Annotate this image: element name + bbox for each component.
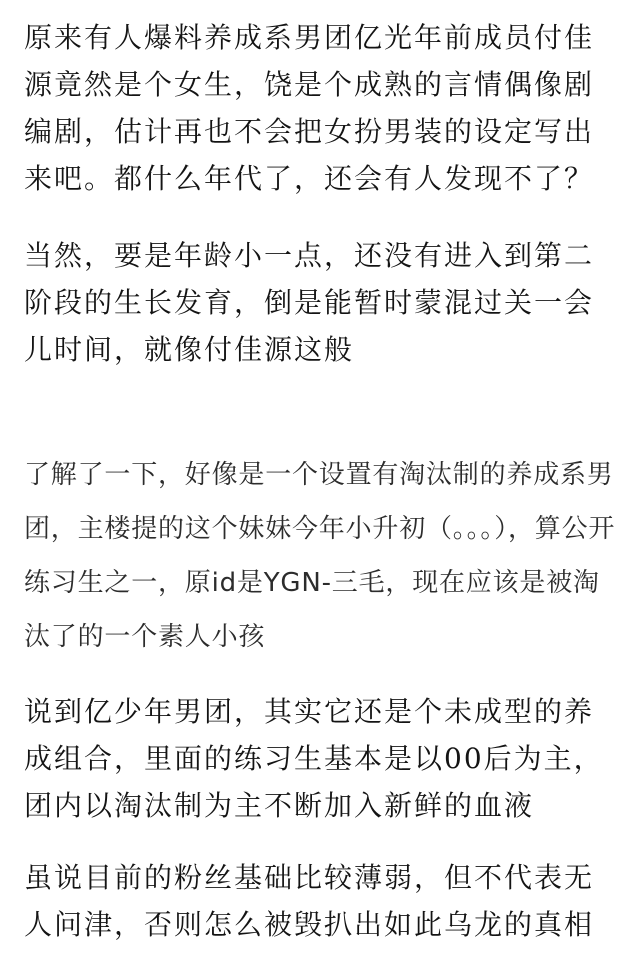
- article-paragraph-3: 说到亿少年男团，其实它还是个未成型的养成组合，里面的练习生基本是以00后为主，团内以淘汰制为主不断加入新鲜的血液: [24, 695, 604, 822]
- quoted-post-screenshot-text: 了解了一下，好像是一个设置有淘汰制的养成系男团，主楼提的这个妹妹今年小升初（。。。），算公开练习生之一，原id是YGN-三毛，现在应该是被淘汰了的一个素人小孩: [24, 460, 616, 652]
- article-paragraph-1: 原来有人爆料养成系男团亿光年前成员付佳源竟然是个女生，饶是个成熟的言情偶像剧编剧，估计再也不会把女扮男装的设定写出来吧。都什么年代了，还会有人发现不了？: [24, 21, 595, 195]
- article-paragraph-2: 当然，要是年龄小一点，还没有进入到第二阶段的生长发育，倒是能暂时蒙混过关一会儿时间，就像付佳源这般: [24, 239, 595, 366]
- article-paragraph-4: 虽说目前的粉丝基础比较薄弱，但不代表无人问津，否则怎么被毁扒出如此乌龙的真相: [24, 861, 595, 941]
